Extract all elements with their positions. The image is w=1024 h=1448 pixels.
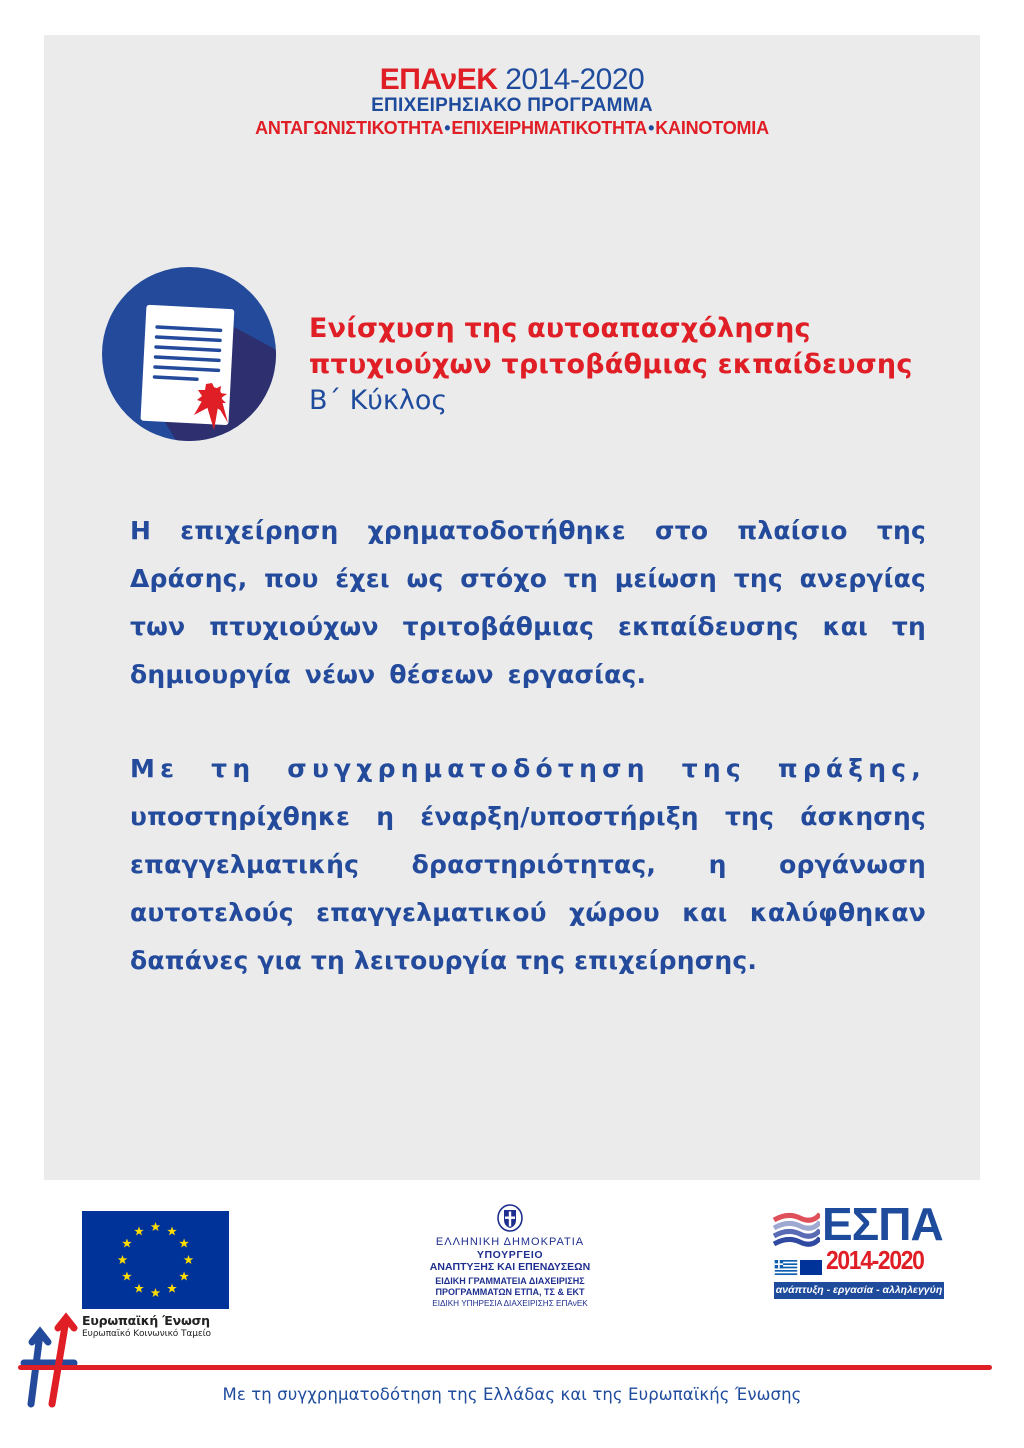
content-panel	[44, 35, 980, 1180]
eu-logo	[82, 1211, 229, 1339]
eu-flag-icon	[82, 1211, 229, 1309]
theme-innovation: ΚΑΙΝΟΤΟΜΙΑ	[655, 118, 769, 138]
theme-entrepreneurship: ΕΠΙΧΕΙΡΗΜΑΤΙΚΟΤΗΤΑ	[451, 118, 648, 138]
separator-dot: •	[648, 118, 655, 138]
gov-republic: ΕΛΛΗΝΙΚΗ ΔΗΜΟΚΡΑΤΙΑ	[435, 1236, 585, 1248]
programme-years: 2014-2020	[505, 63, 645, 96]
footer-divider	[18, 1365, 992, 1370]
separator-dot: •	[444, 118, 451, 138]
gov-secretariat-line2: ΠΡΟΓΡΑΜΜΑΤΩΝ ΕΤΠΑ, ΤΣ & ΕΚΤ	[435, 1287, 585, 1297]
description-paragraph-2	[130, 745, 926, 985]
greek-flag-icon	[774, 1260, 798, 1275]
paragraph-2-rest: υποστηρίχθηκε η έναρξη/υποστήριξη της άσκησης επαγγελματικής δραστηριότητας, η οργάνωση αυτοτελούς επαγγελματικού χώρου και καλύφθηκαν δαπάνες για τη λειτουργία της επιχείρησης.	[130, 802, 926, 975]
eu-mini-flag-icon	[800, 1260, 822, 1275]
espa-years: 2014-2020	[826, 1245, 924, 1275]
paragraph-2-lead: Με τη συγχρηματοδότηση της πράξης,	[130, 754, 926, 783]
government-logo	[380, 1204, 640, 1309]
programme-themes	[44, 117, 980, 139]
action-title-line2: πτυχιούχων τριτοβάθμιας εκπαίδευσης	[309, 349, 913, 380]
eu-fund-name: Ευρωπαϊκό Κοινωνικό Ταμείο	[82, 1329, 211, 1339]
programme-header	[44, 63, 980, 139]
action-title-line1: Ενίσχυση της αυτοαπασχόλησης	[309, 313, 811, 344]
gov-ministry-line1: ΥΠΟΥΡΓΕΙΟ	[476, 1249, 544, 1261]
programme-brand: ΕΠΑνΕΚ	[379, 63, 498, 96]
eu-name: Ευρωπαϊκή Ένωση	[82, 1313, 210, 1328]
theme-competitiveness: ΑΝΤΑΓΩΝΙΣΤΙΚΟΤΗΤΑ	[255, 118, 444, 138]
action-cycle: Β΄ Κύκλος	[309, 385, 448, 416]
greek-coat-of-arms-icon	[497, 1204, 523, 1232]
gov-ministry-line2: ΑΝΑΠΤΥΞΗΣ ΚΑΙ ΕΠΕΝΔΥΣΕΩΝ	[429, 1261, 591, 1273]
espa-slogan: ανάπτυξη - εργασία - αλληλεγγύη	[774, 1282, 944, 1299]
espa-logo	[772, 1198, 946, 1306]
certificate-icon	[102, 267, 276, 441]
gov-secretariat-line1: ΕΙΔΙΚΗ ΓΡΑΜΜΑΤΕΙΑ ΔΙΑΧΕΙΡΙΣΗΣ	[435, 1276, 585, 1286]
cofunding-statement: Με τη συγχρηματοδότηση της Ελλάδας και της Ευρωπαϊκής Ένωσης	[222, 1385, 802, 1404]
espa-word: ΕΣΠΑ	[822, 1198, 943, 1250]
description-paragraph-1: Η επιχείρηση χρηματοδοτήθηκε στο πλαίσιο της Δράσης, που έχει ως στόχο τη μείωση της ανεργίας των πτυχιούχων τριτοβάθμιας εκπαίδευσης και τη δημιουργία νέων θέσεων εργασίας.	[130, 516, 926, 689]
espa-waves-icon	[772, 1212, 820, 1252]
programme-title	[44, 63, 980, 97]
action-title	[309, 311, 969, 419]
gov-service: ΕΙΔΙΚΗ ΥΠΗΡΕΣΙΑ ΔΙΑΧΕΙΡΙΣΗΣ ΕΠΑνΕΚ	[432, 1299, 588, 1308]
programme-subtitle: ΕΠΙΧΕΙΡΗΣΙΑΚΟ ΠΡΟΓΡΑΜΜΑ	[371, 95, 653, 116]
